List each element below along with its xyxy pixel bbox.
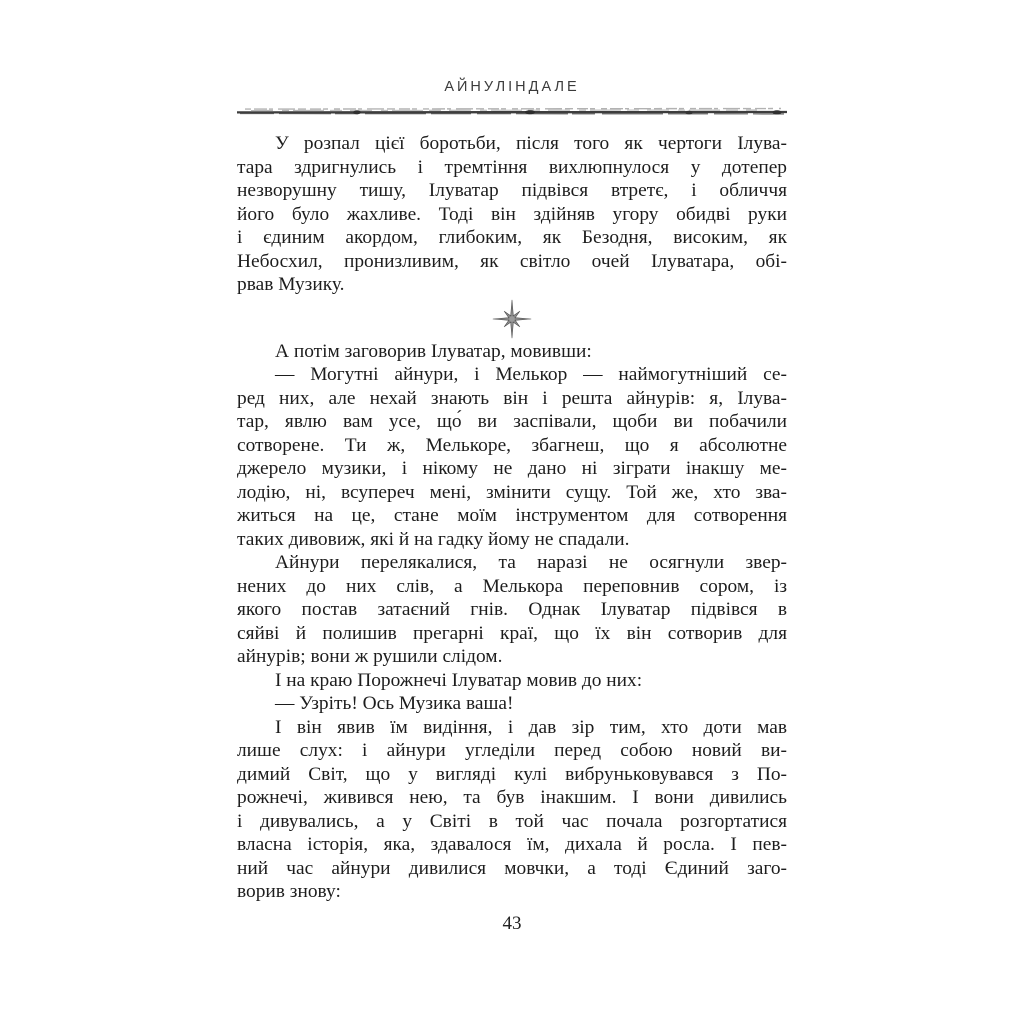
text-line: тара здригнулись і тремтіння вихлюпнулося у дотепер bbox=[237, 156, 787, 178]
text-line: якого постав затаєний гнів. Однак Ілуватар підвівся в bbox=[237, 599, 787, 620]
body-section-b bbox=[237, 340, 787, 904]
text-line: І на краю Порожнечі Ілуватар мовив до них: bbox=[275, 669, 643, 691]
text-line: рожнечі, живився нею, та був інакшим. І вони дивились bbox=[237, 787, 787, 808]
paragraph bbox=[237, 363, 787, 551]
paragraph bbox=[237, 716, 787, 904]
paragraph bbox=[237, 669, 787, 693]
body-section-a bbox=[237, 132, 787, 297]
text-line: лише слух: і айнури угледіли перед собою новий ви- bbox=[237, 740, 787, 761]
text-line: Айнури перелякалися, та наразі не осягнули звер- bbox=[275, 552, 787, 573]
paragraph bbox=[237, 692, 787, 716]
text-line: димий Світ, що у вигляді кулі вибруньковувався з По- bbox=[237, 763, 787, 785]
paragraph bbox=[237, 551, 787, 669]
text-line: і дивувались, а у Світі в той час почала розгортатися bbox=[237, 810, 787, 832]
text-line: — Узріть! Ось Музика ваша! bbox=[275, 693, 514, 714]
text-line: У розпал цієї боротьби, після того як чертоги Ілува- bbox=[275, 133, 787, 154]
section-break-ornament bbox=[237, 298, 787, 340]
text-line: рвав Музику. bbox=[237, 274, 345, 295]
text-line: сяйві й полишив прегарні краї, що їх він сотворив для bbox=[237, 622, 787, 644]
paragraph bbox=[237, 132, 787, 297]
text-line: — Могутні айнури, і Мелькор — наймогутніший се- bbox=[275, 364, 787, 385]
text-line: тар, явлю вам усе, що́ ви заспівали, щоби ви побачили bbox=[237, 411, 787, 432]
text-column bbox=[237, 78, 787, 935]
star-ornament-icon bbox=[492, 299, 532, 339]
text-line: ред них, але нехай знають він і решта айнурів: я, Ілува- bbox=[237, 387, 787, 409]
text-line: сотворене. Ти ж, Мелькоре, збагнеш, що я абсолютне bbox=[237, 434, 787, 456]
chapter-header bbox=[237, 78, 787, 116]
chapter-title: АЙНУЛІНДАЛЕ bbox=[444, 79, 580, 95]
text-line: ний час айнури дивилися мовчки, а тоді Єдиний заго- bbox=[237, 857, 787, 879]
text-line: Небосхил, пронизливим, як світло очей Ілуватара, обі- bbox=[237, 250, 787, 272]
text-line: і єдиним акордом, глибоким, як Безодня, високим, як bbox=[237, 227, 787, 248]
text-line: айнурів; вони ж рушили слідом. bbox=[237, 646, 503, 667]
decorative-rule bbox=[237, 106, 787, 116]
body-text bbox=[237, 132, 787, 904]
text-line: джерело музики, і нікому не дано ні зіграти інакшу ме- bbox=[237, 458, 787, 479]
paragraph bbox=[237, 340, 787, 364]
text-line: А потім заговорив Ілуватар, мовивши: bbox=[275, 340, 592, 362]
text-line: нених до них слів, а Мелькора переповнив сором, із bbox=[237, 575, 787, 597]
page-number: 43 bbox=[502, 912, 522, 934]
text-line: лодію, ні, всупереч мені, змінити сущу. Той же, хто зва- bbox=[237, 481, 787, 503]
text-line: житься на це, стане моїм інструментом для сотворення bbox=[237, 505, 787, 526]
text-line: його було жахливе. Тоді він здійняв угору обидві руки bbox=[237, 203, 787, 225]
text-line: ворив знову: bbox=[237, 881, 341, 902]
text-line: таких дивовиж, які й на гадку йому не спадали. bbox=[237, 528, 630, 550]
text-line: власна історія, яка, здавалося їм, дихала й росла. І пев- bbox=[237, 834, 787, 855]
page-footer bbox=[237, 913, 787, 935]
text-line: І він явив їм видіння, і дав зір тим, хто доти мав bbox=[275, 716, 787, 738]
text-line: незворушну тишу, Ілуватар підвівся втретє, і обличчя bbox=[237, 180, 787, 201]
